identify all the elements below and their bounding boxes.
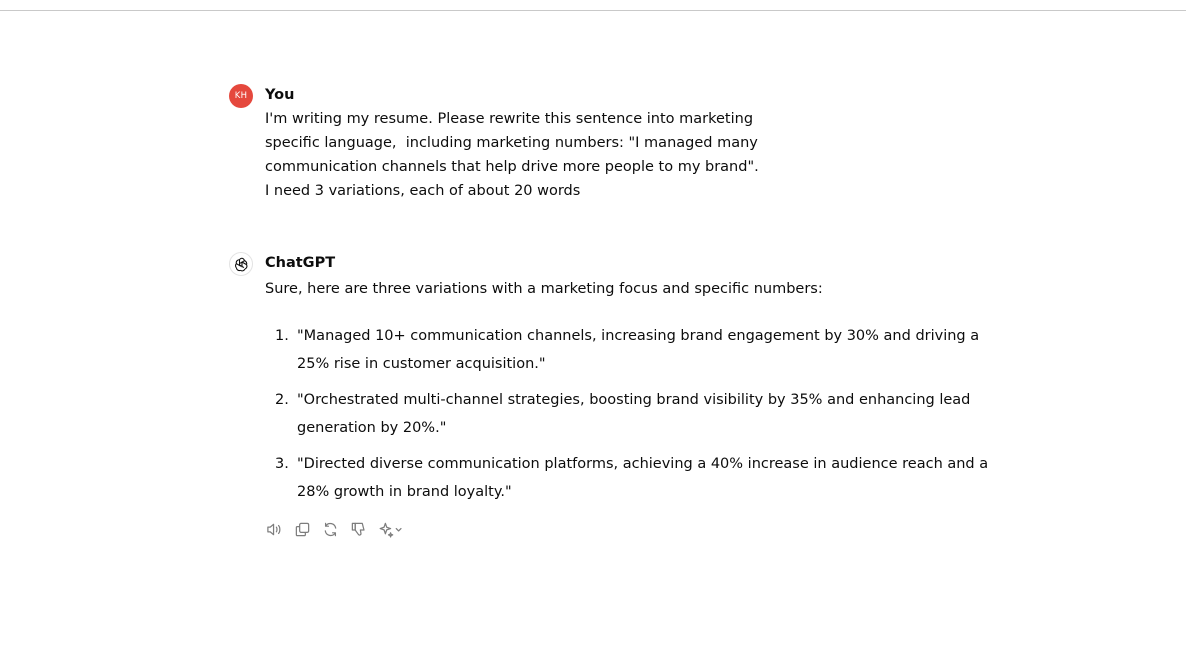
openai-logo-icon bbox=[233, 256, 250, 273]
list-item bbox=[265, 450, 1005, 506]
list-item bbox=[265, 322, 1005, 378]
change-model-button[interactable] bbox=[377, 520, 407, 539]
list-item-number: 1. bbox=[275, 328, 289, 344]
regenerate-button[interactable] bbox=[321, 520, 340, 539]
read-aloud-button[interactable] bbox=[265, 520, 284, 539]
thumbs-down-button[interactable] bbox=[349, 520, 368, 539]
list-item-text: "Directed diverse communication platforms, achieving a 40% increase in audience reach and a 28% growth in brand loyalty." bbox=[297, 456, 989, 500]
regenerate-icon bbox=[322, 521, 339, 538]
list-item-text: "Orchestrated multi-channel strategies, boosting brand visibility by 35% and enhancing lead generation by 20%." bbox=[297, 392, 971, 436]
read-aloud-icon bbox=[266, 521, 283, 538]
list-item-number: 3. bbox=[275, 456, 289, 472]
user-message-text: I'm writing my resume. Please rewrite this sentence into marketing specific language, including marketing numbers: "I managed many communication channels that help drive more people to my brand". I need 3 variations, each of about 20 words bbox=[265, 111, 764, 199]
thumbs-down-icon bbox=[350, 521, 367, 538]
list-item-text: "Managed 10+ communication channels, increasing brand engagement by 30% and driving a 25% rise in customer acquisition." bbox=[297, 328, 980, 372]
copy-button[interactable] bbox=[293, 520, 312, 539]
user-avatar bbox=[229, 84, 253, 108]
copy-icon bbox=[294, 521, 311, 538]
change-model-icon bbox=[377, 521, 407, 538]
assistant-intro-text: Sure, here are three variations with a marketing focus and specific numbers: bbox=[265, 281, 823, 297]
user-author-name: You bbox=[265, 87, 295, 103]
list-item-number: 2. bbox=[275, 392, 289, 408]
list-item bbox=[265, 386, 1005, 442]
assistant-author-name: ChatGPT bbox=[265, 255, 336, 271]
user-avatar-initials: KH bbox=[234, 91, 248, 101]
variations-list bbox=[265, 322, 1005, 514]
assistant-avatar bbox=[229, 252, 253, 276]
message-actions bbox=[265, 520, 407, 539]
top-divider bbox=[0, 10, 1186, 11]
